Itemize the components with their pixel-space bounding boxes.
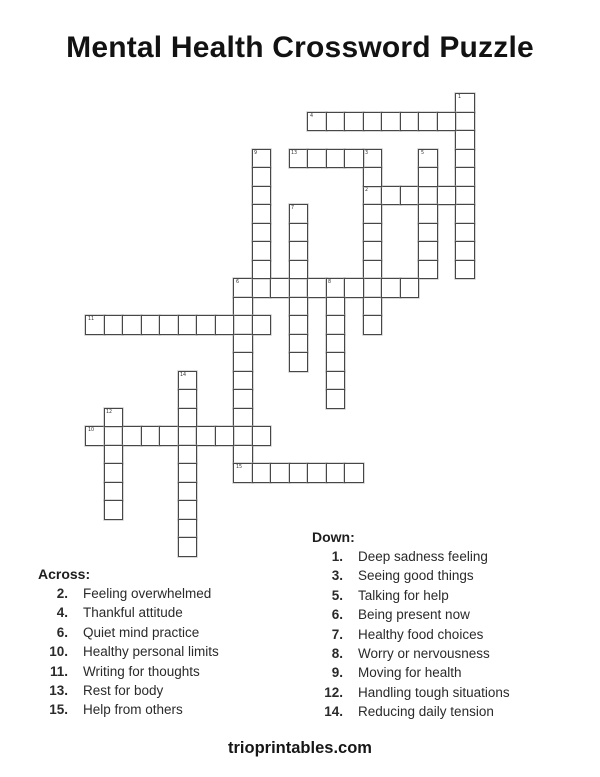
- grid-cell[interactable]: [418, 112, 438, 132]
- grid-cell[interactable]: [289, 463, 309, 483]
- grid-cell[interactable]: [178, 426, 198, 446]
- grid-cell[interactable]: [252, 186, 272, 206]
- grid-cell[interactable]: [363, 241, 383, 261]
- clue-item: [38, 623, 219, 642]
- clue-item: [312, 702, 510, 721]
- grid-cell[interactable]: [455, 204, 475, 224]
- grid-cell[interactable]: [455, 223, 475, 243]
- grid-cell[interactable]: [455, 260, 475, 280]
- grid-cell[interactable]: [233, 389, 253, 409]
- grid-cell[interactable]: [455, 112, 475, 132]
- clue-item: [312, 605, 510, 624]
- clue-text: Writing for thoughts: [83, 663, 200, 679]
- clue-number: 3.: [331, 568, 343, 584]
- clue-item: [38, 642, 219, 661]
- grid-cell[interactable]: [363, 204, 383, 224]
- grid-cell[interactable]: [122, 426, 142, 446]
- grid-cell[interactable]: [437, 186, 457, 206]
- grid-cell[interactable]: [159, 315, 179, 335]
- grid-cell[interactable]: [233, 334, 253, 354]
- grid-cell[interactable]: [326, 278, 346, 298]
- grid-cell[interactable]: [418, 204, 438, 224]
- grid-cell[interactable]: [85, 426, 105, 446]
- cell-clue-number: 10: [87, 427, 94, 433]
- down-clues-section: [312, 529, 510, 722]
- clue-number: 10.: [49, 644, 68, 660]
- grid-cell[interactable]: [289, 278, 309, 298]
- grid-cell[interactable]: [178, 408, 198, 428]
- grid-cell[interactable]: [178, 482, 198, 502]
- grid-cell[interactable]: [326, 389, 346, 409]
- grid-cell[interactable]: [178, 389, 198, 409]
- grid-cell[interactable]: [104, 408, 124, 428]
- grid-cell[interactable]: [307, 149, 327, 169]
- clue-number: 11.: [49, 663, 68, 679]
- grid-cell[interactable]: [178, 537, 198, 557]
- grid-cell[interactable]: [141, 426, 161, 446]
- clue-text: Help from others: [83, 702, 183, 718]
- grid-cell[interactable]: [252, 223, 272, 243]
- down-clue-list: [312, 547, 510, 722]
- grid-cell[interactable]: [270, 463, 290, 483]
- cell-clue-number: 13: [291, 149, 298, 156]
- clue-text: Healthy food choices: [358, 626, 484, 642]
- cell-clue-number: 4: [309, 112, 313, 119]
- grid-cell[interactable]: [363, 112, 383, 132]
- grid-cell[interactable]: [289, 241, 309, 261]
- grid-cell[interactable]: [178, 500, 198, 520]
- grid-cell[interactable]: [252, 241, 272, 261]
- grid-cell[interactable]: [381, 278, 401, 298]
- grid-cell[interactable]: [400, 112, 420, 132]
- clue-item: [312, 566, 510, 585]
- grid-cell[interactable]: [326, 463, 346, 483]
- grid-cell[interactable]: [104, 482, 124, 502]
- grid-cell[interactable]: [363, 149, 383, 169]
- grid-cell[interactable]: [363, 260, 383, 280]
- grid-cell[interactable]: [252, 260, 272, 280]
- grid-cell[interactable]: [418, 167, 438, 187]
- grid-cell[interactable]: [178, 519, 198, 539]
- grid-cell[interactable]: [141, 315, 161, 335]
- grid-cell[interactable]: [363, 315, 383, 335]
- page-title: Mental Health Crossword Puzzle: [66, 31, 534, 64]
- grid-cell[interactable]: [289, 297, 309, 317]
- grid-cell[interactable]: [104, 445, 124, 465]
- grid-cell[interactable]: [326, 352, 346, 372]
- clue-number: 1.: [331, 549, 343, 564]
- grid-cell[interactable]: [326, 112, 346, 132]
- grid-cell[interactable]: [104, 426, 124, 446]
- grid-cell[interactable]: [307, 112, 327, 132]
- cell-clue-number: 8: [328, 279, 332, 285]
- clue-item: [38, 700, 219, 719]
- grid-cell[interactable]: [233, 445, 253, 465]
- clue-text: Handling tough situations: [358, 684, 510, 700]
- clue-text: Seeing good things: [358, 568, 474, 584]
- grid-cell[interactable]: [252, 426, 272, 446]
- clue-item: [38, 681, 219, 700]
- clue-number: 4.: [56, 605, 68, 621]
- cell-clue-number: 9: [254, 149, 258, 156]
- clue-item: [38, 584, 219, 603]
- clue-text: Being present now: [358, 607, 470, 623]
- grid-cell[interactable]: [252, 315, 272, 335]
- grid-cell[interactable]: [326, 149, 346, 169]
- grid-cell[interactable]: [289, 149, 309, 169]
- grid-cell[interactable]: [381, 186, 401, 206]
- grid-cell[interactable]: [252, 167, 272, 187]
- clue-item: [312, 644, 510, 663]
- grid-cell[interactable]: [418, 223, 438, 243]
- grid-cell[interactable]: [363, 223, 383, 243]
- grid-cell[interactable]: [344, 278, 364, 298]
- across-header: Across:: [38, 566, 91, 582]
- grid-cell[interactable]: [326, 297, 346, 317]
- grid-cell[interactable]: [233, 315, 253, 335]
- grid-cell[interactable]: [233, 297, 253, 317]
- clue-text: Quiet mind practice: [83, 624, 200, 640]
- grid-cell[interactable]: [233, 408, 253, 428]
- grid-cell[interactable]: [400, 278, 420, 298]
- grid-cell[interactable]: [252, 463, 272, 483]
- cell-clue-number: 7: [291, 205, 295, 211]
- grid-cell[interactable]: [381, 112, 401, 132]
- clue-number: 15.: [49, 702, 68, 718]
- grid-cell[interactable]: [252, 149, 272, 169]
- grid-cell[interactable]: [363, 297, 383, 317]
- clue-text: Reducing daily tension: [358, 704, 494, 720]
- grid-cell[interactable]: [85, 315, 105, 335]
- grid-cell[interactable]: [289, 334, 309, 354]
- cell-clue-number: 1: [457, 94, 461, 100]
- clue-text: Healthy personal limits: [83, 644, 219, 660]
- clue-item: [312, 625, 510, 644]
- grid-cell[interactable]: [178, 315, 198, 335]
- grid-cell[interactable]: [122, 315, 142, 335]
- grid-cell[interactable]: [363, 278, 383, 298]
- clue-number: 7.: [331, 626, 343, 642]
- clue-text: Thankful attitude: [83, 605, 183, 621]
- grid-cell[interactable]: [289, 260, 309, 280]
- clue-text: Worry or nervousness: [358, 646, 490, 662]
- grid-cell[interactable]: [215, 315, 235, 335]
- grid-cell[interactable]: [289, 223, 309, 243]
- grid-cell[interactable]: [104, 463, 124, 483]
- grid-cell[interactable]: [233, 278, 253, 298]
- grid-cell[interactable]: [104, 500, 124, 520]
- clue-item: [312, 547, 510, 566]
- clue-number: 8.: [331, 646, 343, 662]
- cell-clue-number: 14: [180, 371, 187, 378]
- grid-cell[interactable]: [363, 167, 383, 187]
- grid-cell[interactable]: [455, 130, 475, 150]
- clue-text: Feeling overwhelmed: [83, 586, 212, 601]
- cell-clue-number: 15: [235, 464, 242, 470]
- clue-text: Moving for health: [358, 665, 462, 681]
- clue-number: 5.: [331, 587, 343, 603]
- cell-clue-number: 12: [106, 408, 113, 415]
- grid-cell[interactable]: [455, 93, 475, 113]
- clue-item: [38, 662, 219, 681]
- grid-cell[interactable]: [455, 167, 475, 187]
- clue-text: Deep sadness feeling: [358, 549, 488, 564]
- grid-cell[interactable]: [233, 426, 253, 446]
- grid-cell[interactable]: [178, 445, 198, 465]
- clue-number: 2.: [56, 586, 68, 601]
- grid-cell[interactable]: [455, 149, 475, 169]
- grid-cell[interactable]: [418, 149, 438, 169]
- grid-cell[interactable]: [400, 186, 420, 206]
- clue-number: 9.: [331, 665, 343, 681]
- grid-cell[interactable]: [326, 371, 346, 391]
- grid-cell[interactable]: [159, 426, 179, 446]
- grid-cell[interactable]: [455, 241, 475, 261]
- grid-cell[interactable]: [196, 315, 216, 335]
- grid-cell[interactable]: [326, 334, 346, 354]
- clue-number: 12.: [324, 684, 343, 700]
- clue-item: [312, 683, 510, 702]
- clue-item: [312, 586, 510, 605]
- across-clue-list: [38, 584, 219, 720]
- cell-clue-number: 11: [87, 316, 94, 322]
- grid-cell[interactable]: [326, 315, 346, 335]
- grid-cell[interactable]: [233, 371, 253, 391]
- cell-clue-number: 5: [420, 149, 424, 156]
- down-header: Down:: [312, 529, 355, 545]
- grid-cell[interactable]: [104, 315, 124, 335]
- grid-cell[interactable]: [252, 278, 272, 298]
- grid-cell[interactable]: [289, 204, 309, 224]
- grid-cell[interactable]: [344, 112, 364, 132]
- grid-cell[interactable]: [196, 426, 216, 446]
- grid-cell[interactable]: [307, 463, 327, 483]
- grid-cell[interactable]: [233, 463, 253, 483]
- grid-cell[interactable]: [418, 186, 438, 206]
- clue-text: Rest for body: [83, 683, 164, 699]
- clue-text: Talking for help: [358, 587, 449, 603]
- grid-cell[interactable]: [215, 426, 235, 446]
- grid-cell[interactable]: [289, 352, 309, 372]
- grid-cell[interactable]: [252, 204, 272, 224]
- clue-number: 14.: [324, 704, 343, 720]
- grid-cell[interactable]: [363, 186, 383, 206]
- grid-cell[interactable]: [289, 315, 309, 335]
- grid-cell[interactable]: [437, 112, 457, 132]
- cell-clue-number: 6: [235, 279, 239, 285]
- footer-site-name: trioprintables.com: [228, 739, 372, 757]
- grid-cell[interactable]: [344, 463, 364, 483]
- grid-cell[interactable]: [270, 278, 290, 298]
- grid-cell[interactable]: [418, 260, 438, 280]
- grid-cell[interactable]: [455, 186, 475, 206]
- clue-number: 6.: [56, 624, 68, 640]
- cell-clue-number: 2: [365, 186, 369, 193]
- grid-cell[interactable]: [233, 352, 253, 372]
- grid-cell[interactable]: [344, 149, 364, 169]
- grid-cell[interactable]: [307, 278, 327, 298]
- cell-clue-number: 3: [365, 149, 369, 156]
- clue-number: 13.: [49, 683, 68, 699]
- clue-item: [312, 663, 510, 682]
- clue-item: [38, 603, 219, 622]
- grid-cell[interactable]: [178, 463, 198, 483]
- grid-cell[interactable]: [418, 241, 438, 261]
- clue-number: 6.: [331, 607, 343, 623]
- across-clues-section: [38, 566, 219, 720]
- grid-cell[interactable]: [178, 371, 198, 391]
